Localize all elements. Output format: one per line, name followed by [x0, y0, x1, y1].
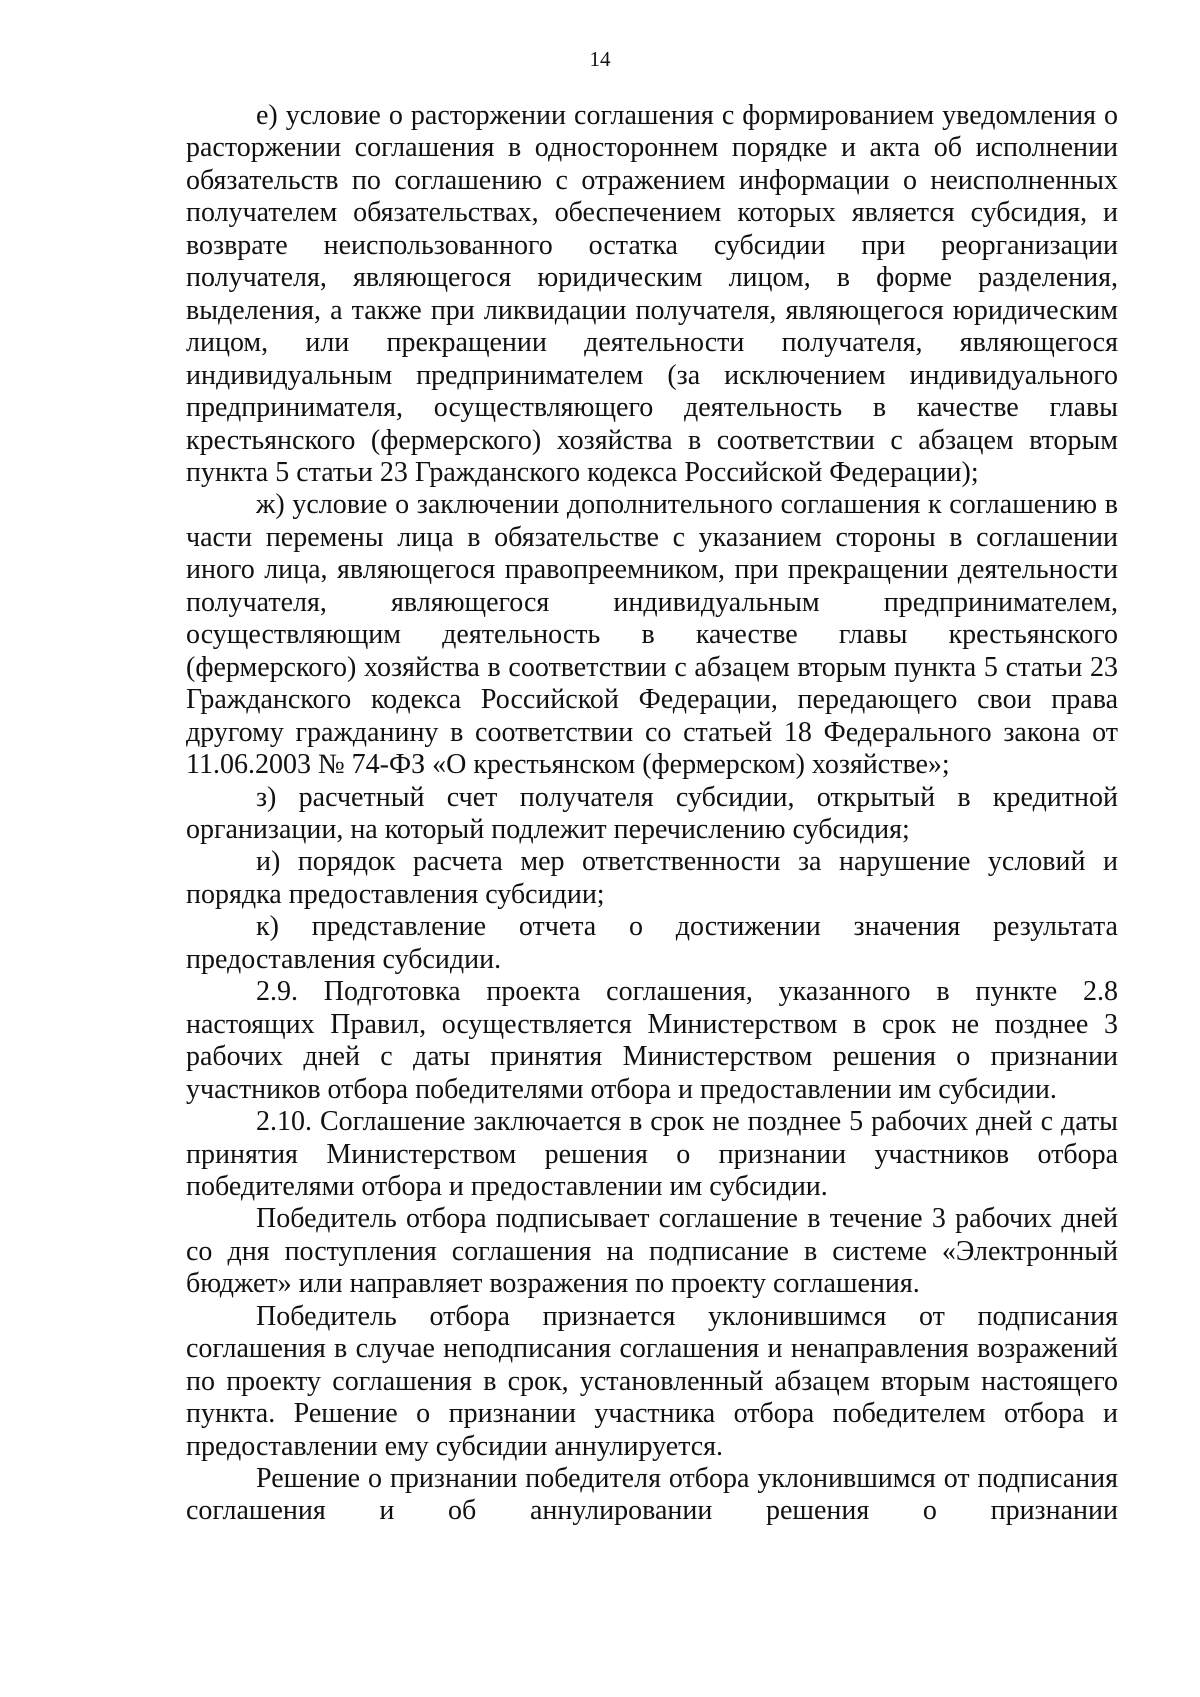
page-number: 14 [589, 47, 611, 71]
paragraph-i: и) порядок расчета мер ответственности за нарушение условий и порядка предоставления субсидии; [186, 846, 1118, 910]
paragraph-e: е) условие о расторжении соглашения с формированием уведомления о расторжении соглашения в одностороннем порядке и акта об исполнении обязательств по соглашению с отражением информации о неисполненных получателем обязательствах, обеспечением которых является субсидия, и возврате неиспользованного остатка субсидии при реорганизации получателя, являющегося юридическим лицом, в форме разделения, выделения, а также при ликвидации получателя, являющегося юридическим лицом, или прекращении деятельности получателя, являющегося индивидуальным предпринимателем (за исключением индивидуального предпринимателя, осуществляющего деятельность в качестве главы крестьянского (фермерского) хозяйства в соответствии с абзацем вторым пункта 5 статьи 23 Гражданского кодекса Российской Федерации); [186, 100, 1118, 488]
paragraph-decision-continued: Решение о признании победителя отбора уклонившимся от подписания соглашения и об аннулировании решения о признании [186, 1463, 1118, 1527]
document-body [186, 100, 1118, 1528]
paragraph-2-10: 2.10. Соглашение заключается в срок не позднее 5 рабочих дней с даты принятия Министерством решения о признании участников отбора победителями отбора и предоставлении им субсидии. [186, 1106, 1118, 1202]
paragraph-2-9: 2.9. Подготовка проекта соглашения, указанного в пункте 2.8 настоящих Правил, осуществляется Министерством в срок не позднее 3 рабочих дней с даты принятия Министерством решения о признании участников отбора победителями отбора и предоставлении им субсидии. [186, 976, 1118, 1105]
paragraph-z: з) расчетный счет получателя субсидии, открытый в кредитной организации, на который подлежит перечислению субсидия; [186, 781, 1118, 845]
paragraph-k: к) представление отчета о достижении значения результата предоставления субсидии. [186, 911, 1118, 975]
paragraph-zh: ж) условие о заключении дополнительного соглашения к соглашению в части перемены лица в обязательстве с указанием стороны в соглашении иного лица, являющегося правопреемником, при прекращении деятельности получателя, являющегося индивидуальным предпринимателем, осуществляющим деятельность в качестве главы крестьянского (фермерского) хозяйства в соответствии с абзацем вторым пункта 5 статьи 23 Гражданского кодекса Российской Федерации, передающего свои права другому гражданину в соответствии со статьей 18 Федерального закона от 11.06.2003 № 74-ФЗ «О крестьянском (фермерском) хозяйстве»; [186, 489, 1118, 781]
paragraph-evasion: Победитель отбора признается уклонившимся от подписания соглашения в случае неподписания соглашения и ненаправления возражений по проекту соглашения в срок, установленный абзацем вторым настоящего пункта. Решение о признании участника отбора победителем отбора и предоставлении ему субсидии аннулируется. [186, 1300, 1118, 1462]
paragraph-signing-term: Победитель отбора подписывает соглашение в течение 3 рабочих дней со дня поступления соглашения на подписание в системе «Электронный бюджет» или направляет возражения по проекту соглашения. [186, 1203, 1118, 1300]
